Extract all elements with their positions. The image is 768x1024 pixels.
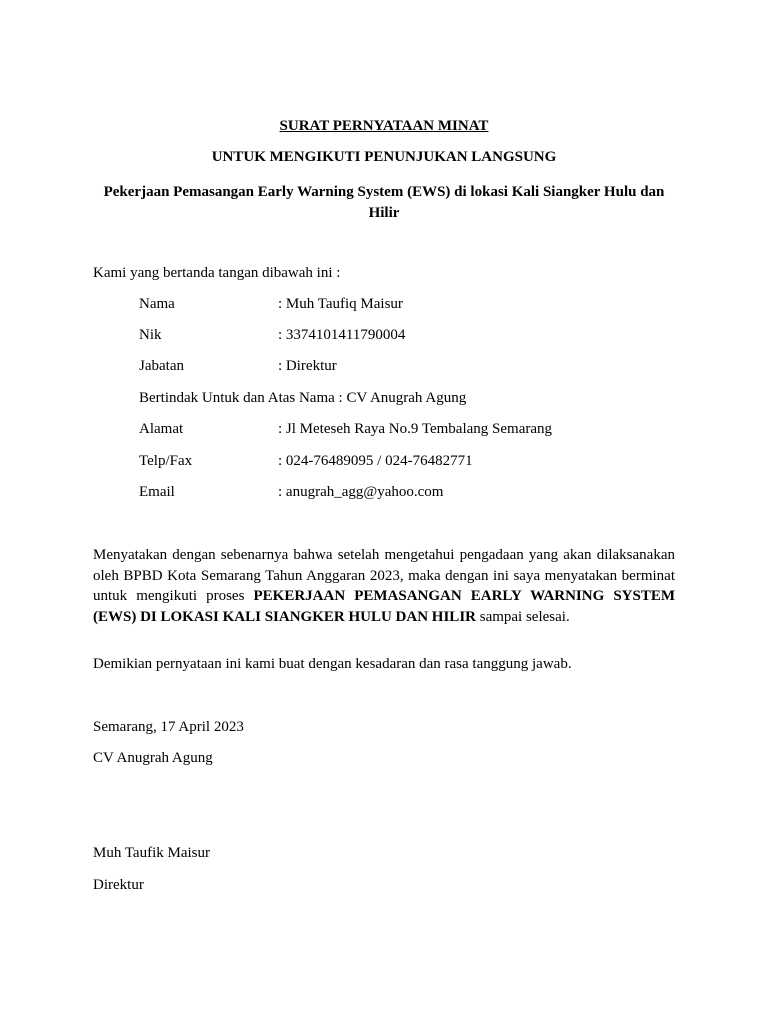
field-jabatan-value: : Direktur [278, 358, 337, 374]
field-alamat-value: : Jl Meteseh Raya No.9 Tembalang Semarang [278, 421, 553, 437]
field-nik-value: : 3374101411790004 [278, 327, 406, 343]
intro-text: Kami yang bertanda tangan dibawah ini : [93, 265, 341, 281]
field-bertindak: Bertindak Untuk dan Atas Nama : CV Anugrah Agung [139, 390, 467, 406]
statement-project-bold: PEKERJAAN PEMASANGAN EARLY WARNING SYSTEM (EWS) DI LOKASI KALI SIANGKER HULU DAN HILIR [93, 588, 676, 625]
project-title: Pekerjaan Pemasangan Early Warning System (EWS) di lokasi Kali Siangker Hulu dan Hilir [103, 184, 665, 221]
field-nik-label: Nik [139, 327, 162, 343]
signer-title: Direktur [93, 877, 144, 893]
field-jabatan-label: Jabatan [139, 358, 184, 374]
field-jabatan [139, 358, 337, 375]
document-title: SURAT PERNYATAAN MINAT [279, 118, 489, 134]
statement-end: sampai selesai. [475, 608, 570, 625]
field-nama [139, 296, 403, 313]
field-nik [139, 327, 405, 344]
field-telp-label: Telp/Fax [139, 453, 193, 469]
field-email-label: Email [139, 484, 175, 500]
field-nama-label: Nama [139, 296, 175, 312]
statement-text: Menyatakan dengan sebenarnya bahwa setelah mengetahui pengadaan yang akan dilaksanakan oleh BPBD Kota Semarang Tahun Anggaran 2023, maka dengan ini saya menyatakan berminat untuk mengikuti proses [93, 547, 675, 604]
place-date: Semarang, 17 April 2023 [93, 719, 244, 735]
signer-name: Muh Taufik Maisur [93, 845, 210, 861]
document-subtitle: UNTUK MENGIKUTI PENUNJUKAN LANGSUNG [211, 149, 557, 165]
field-nama-value: : Muh Taufiq Maisur [278, 296, 403, 312]
statement-paragraph [93, 545, 675, 627]
field-telp-value: : 024-76489095 / 024-76482771 [278, 453, 473, 469]
field-email [139, 484, 443, 501]
field-alamat-label: Alamat [139, 421, 184, 437]
closing-text: Demikian pernyataan ini kami buat dengan kesadaran dan rasa tanggung jawab. [93, 656, 572, 672]
field-telp [139, 453, 473, 470]
company-name: CV Anugrah Agung [93, 750, 213, 766]
field-alamat [139, 421, 552, 438]
field-email-value: : anugrah_agg@yahoo.com [278, 484, 444, 500]
